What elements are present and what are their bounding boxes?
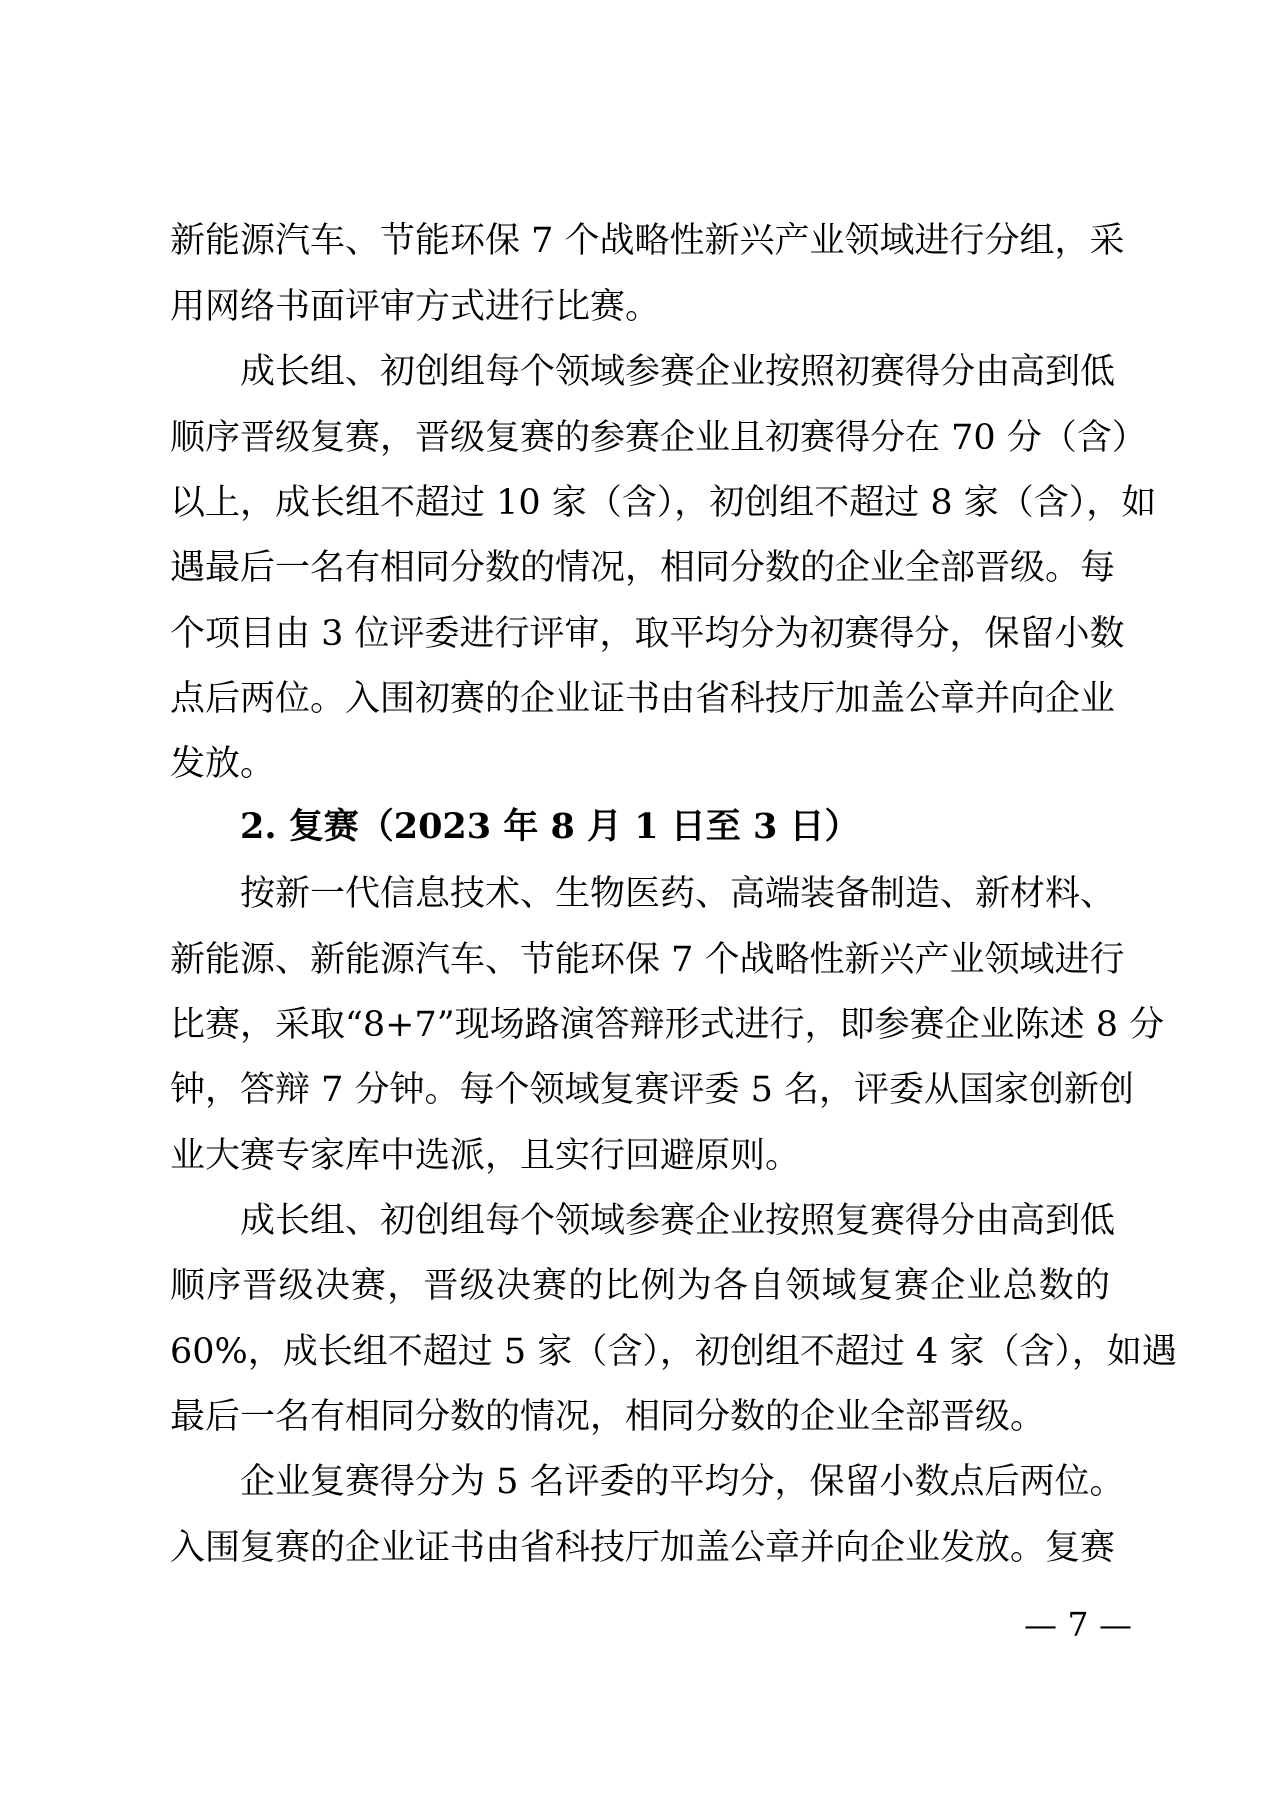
paragraph-line: 新能源、新能源汽车、节能环保 7 个战略性新兴产业领域进行 bbox=[170, 940, 1125, 980]
paragraph-line: 业大赛专家库中选派，且实行回避原则。 bbox=[170, 1136, 801, 1176]
paragraph-line: 发放。 bbox=[170, 744, 276, 784]
paragraph-line: 钟，答辩 7 分钟。每个领域复赛评委 5 名，评委从国家创新创 bbox=[170, 1070, 1135, 1110]
section-heading: 2. 复赛（2023 年 8 月 1 日至 3 日） bbox=[240, 806, 860, 847]
paragraph-line: 个项目由 3 位评委进行评审，取平均分为初赛得分，保留小数 bbox=[170, 614, 1125, 654]
paragraph-line: 最后一名有相同分数的情况，相同分数的企业全部晋级。 bbox=[170, 1397, 1046, 1437]
paragraph-line: 以上，成长组不超过 10 家（含），初创组不超过 8 家（含），如 bbox=[170, 483, 1157, 523]
paragraph-line: 用网络书面评审方式进行比赛。 bbox=[170, 287, 661, 327]
paragraph-line: 企业复赛得分为 5 名评委的平均分，保留小数点后两位。 bbox=[240, 1462, 1125, 1502]
paragraph-line: 顺序晋级决赛，晋级决赛的比例为各自领域复赛企业总数的 bbox=[170, 1266, 1110, 1306]
paragraph-line: 60%，成长组不超过 5 家（含），初创组不超过 4 家（含），如遇 bbox=[170, 1332, 1177, 1372]
paragraph-line: 新能源汽车、节能环保 7 个战略性新兴产业领域进行分组，采 bbox=[170, 221, 1125, 261]
paragraph-line: 入围复赛的企业证书由省科技厅加盖公章并向企业发放。复赛 bbox=[170, 1528, 1116, 1568]
paragraph-line: 顺序晋级复赛，晋级复赛的参赛企业且初赛得分在 70 分（含） bbox=[170, 418, 1147, 458]
paragraph-line: 点后两位。入围初赛的企业证书由省科技厅加盖公章并向企业 bbox=[170, 679, 1116, 719]
paragraph-line: 成长组、初创组每个领域参赛企业按照初赛得分由高到低 bbox=[240, 352, 1116, 392]
paragraph-line: 成长组、初创组每个领域参赛企业按照复赛得分由高到低 bbox=[240, 1201, 1116, 1241]
paragraph-line: 遇最后一名有相同分数的情况，相同分数的企业全部晋级。每 bbox=[170, 548, 1116, 588]
paragraph-line: 比赛，采取“8+7”现场路演答辩形式进行，即参赛企业陈述 8 分 bbox=[170, 1005, 1165, 1045]
page-number: — 7 — bbox=[1024, 1605, 1132, 1644]
paragraph-line: 按新一代信息技术、生物医药、高端装备制造、新材料、 bbox=[240, 874, 1116, 914]
